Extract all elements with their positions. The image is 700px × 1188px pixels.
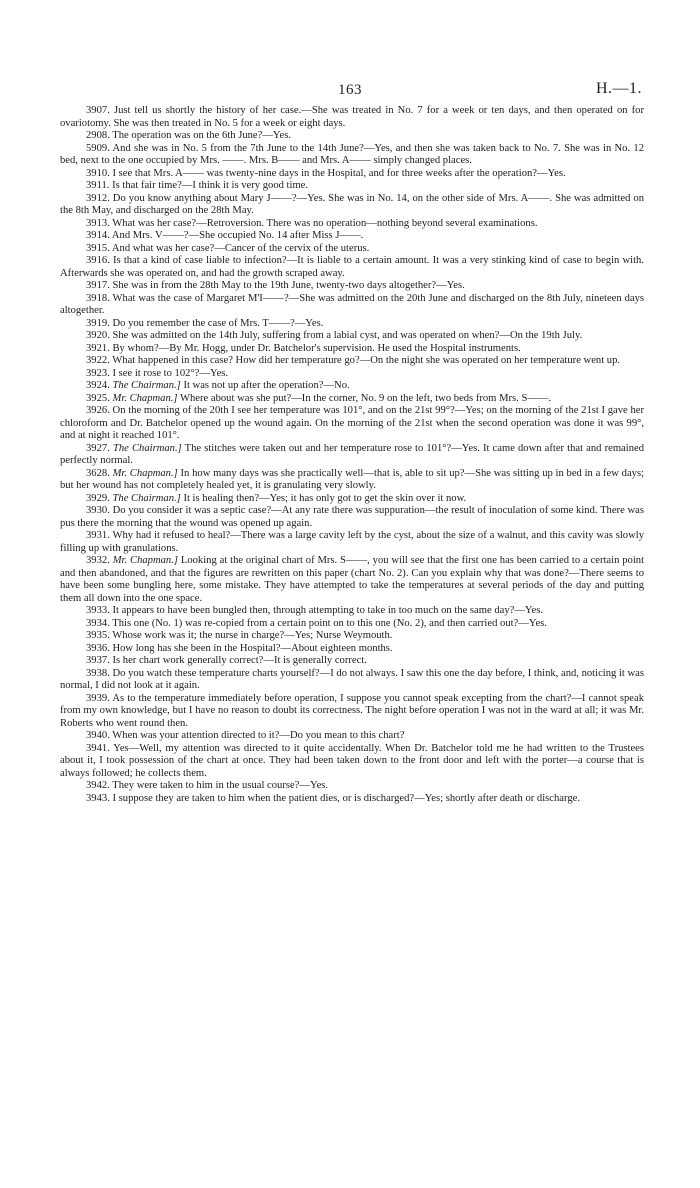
testimony-paragraph	[60, 643, 644, 656]
paragraph-text: It was not up after the operation?—No.	[183, 380, 350, 391]
paragraph-text: 3936. How long has she been in the Hospital?—About eighteen months.	[86, 642, 393, 654]
paragraph-text: 3938. Do you watch these temperature charts yourself?—I do not always. I saw this one the day before, I think, and, noticing it was normal, I did not look at it again.	[60, 667, 644, 691]
testimony-paragraph	[60, 443, 644, 468]
question-number: 3932.	[86, 555, 110, 566]
testimony-paragraph	[60, 218, 644, 231]
testimony-paragraph	[60, 368, 644, 381]
testimony-paragraph	[60, 693, 644, 731]
paragraph-text: In how many days was she practically well—that is, able to sit up?—She was sitting up in bed in a few days; but her wound has not completely healed yet, it is granulating very slowly.	[60, 467, 645, 491]
testimony-paragraph	[60, 380, 644, 393]
testimony-paragraph	[60, 280, 644, 293]
paragraph-text: 3915. And what was her case?—Cancer of the cervix of the uterus.	[86, 242, 370, 254]
document-reference: H.—1.	[595, 80, 642, 97]
paragraph-text: 3937. Is her chart work generally correct?—It is generally correct.	[86, 655, 367, 666]
speaker-label: Mr. Chapman.]	[112, 392, 178, 404]
testimony-paragraph	[60, 193, 644, 218]
paragraph-text: 3926. On the morning of the 20th I see her temperature was 101°, and on the 21st 99°?—Yes; on the morning of the 21st I gave her chloroform and Dr. Batchelor opened up the wound again. On the morning of the 21st when the second operation was done it was 99°, and at night it reached 101°.	[60, 405, 644, 441]
testimony-paragraph	[60, 668, 644, 693]
testimony-paragraph	[60, 168, 644, 181]
testimony-paragraph	[60, 293, 644, 318]
testimony-body	[60, 105, 644, 805]
paragraph-text: 3916. Is that a kind of case liable to infection?—It is liable to a certain amount. It was a very stinking kind of case to begin with. Afterwards she was operated on, and had the growth scraped away.	[60, 255, 644, 279]
testimony-paragraph	[60, 780, 644, 793]
testimony-paragraph	[60, 743, 644, 781]
speaker-label: The Chairman.]	[112, 380, 181, 391]
paragraph-text: 3920. She was admitted on the 14th July, suffering from a labial cyst, and was operated on when?—On the 19th July.	[86, 330, 583, 341]
paragraph-text: 3931. Why had it refused to heal?—There was a large cavity left by the cyst, about the size of a walnut, and this cavity was slowly filling up with granulations.	[60, 530, 644, 554]
paragraph-text: 3918. What was the case of Margaret M'I——?—She was admitted on the 20th June and discharged on the 8th July, nineteen days altogether.	[60, 292, 644, 316]
testimony-paragraph	[60, 493, 644, 506]
testimony-paragraph	[60, 530, 644, 555]
speaker-label: The Chairman.]	[112, 442, 182, 454]
question-number: 3628.	[86, 467, 110, 479]
question-number: 3925.	[86, 392, 110, 404]
testimony-paragraph	[60, 318, 644, 331]
testimony-paragraph	[60, 655, 644, 668]
paragraph-text: 3913. What was her case?—Retroversion. There was no operation—nothing beyond several examinations.	[86, 217, 538, 229]
testimony-paragraph	[60, 105, 644, 130]
speaker-label: Mr. Chapman.]	[112, 467, 178, 479]
paragraph-text: 3933. It appears to have been bungled then, through attempting to take in too much on the same day?—Yes.	[86, 605, 543, 616]
paragraph-text: 3922. What happened in this case? How did her temperature go?—On the night she was operated on her temperature went up.	[86, 355, 621, 366]
paragraph-text: 3910. I see that Mrs. A—— was twenty-nine days in the Hospital, and for three weeks after the operation?—Yes.	[86, 167, 566, 179]
testimony-paragraph	[60, 255, 644, 280]
paragraph-text: 3917. She was in from the 28th May to the 19th June, twenty-two days altogether?—Yes.	[86, 280, 465, 291]
paragraph-text: 3912. Do you know anything about Mary J——?—Yes. She was in No. 14, on the other side of Mrs. A——. She was admitted on the 8th May, and discharged on the 28th May.	[60, 192, 644, 216]
testimony-paragraph	[60, 180, 644, 193]
testimony-paragraph	[60, 630, 644, 643]
paragraph-text: 3943. I suppose they are taken to him when the patient dies, or is discharged?—Yes; shortly after death or discharge.	[86, 792, 580, 804]
paragraph-text: 3930. Do you consider it was a septic case?—At any rate there was suppuration—the result of inoculation of some kind. There was pus there the morning that the wound was opened up again.	[60, 505, 644, 529]
testimony-paragraph	[60, 130, 644, 143]
paragraph-text: 3923. I see it rose to 102°?—Yes.	[86, 367, 229, 379]
paragraph-text: 3939. As to the temperature immediately before operation, I suppose you cannot speak excepting from the chart?—I cannot speak from my own knowledge, but I have no reason to doubt its correctness. The night before operation I was not in the ward at all; it was Mr. Roberts who went round then.	[60, 692, 644, 729]
paragraph-text: 2908. The operation was on the 6th June?—Yes.	[86, 130, 291, 141]
paragraph-text: 3907. Just tell us shortly the history of her case.—She was treated in No. 7 for a week or ten days, and then operated on for ovariotomy. She was then treated in No. 5 for a week or eight days.	[60, 105, 644, 129]
question-number: 3929.	[86, 492, 110, 504]
testimony-paragraph	[60, 730, 644, 743]
paragraph-text: 3921. By whom?—By Mr. Hogg, under Dr. Batchelor's supervision. He used the Hospital instruments.	[86, 342, 521, 354]
testimony-paragraph	[60, 230, 644, 243]
testimony-paragraph	[60, 793, 644, 806]
paragraph-text: 3935. Whose work was it; the nurse in charge?—Yes; Nurse Weymouth.	[86, 630, 393, 641]
testimony-paragraph	[60, 618, 644, 631]
page-number: 163	[338, 82, 362, 98]
paragraph-text: It is healing then?—Yes; it has only got to get the skin over it now.	[183, 492, 467, 504]
paragraph-text: The stitches were taken out and her temperature rose to 101°?—Yes. It came down after that and remained perfectly normal.	[60, 442, 644, 466]
testimony-paragraph	[60, 405, 644, 443]
question-number: 3927.	[86, 442, 110, 454]
testimony-paragraph	[60, 343, 644, 356]
paragraph-text: 3914. And Mrs. V——?—She occupied No. 14 after Miss J——.	[86, 230, 364, 241]
paragraph-text: Where about was she put?—In the corner, No. 9 on the left, two beds from Mrs. S——.	[180, 392, 552, 404]
testimony-paragraph	[60, 243, 644, 256]
paragraph-text: 3911. Is that fair time?—I think it is very good time.	[86, 180, 309, 191]
question-number: 3924.	[86, 380, 110, 391]
paragraph-text: 3941. Yes—Well, my attention was directed to it quite accidentally. When Dr. Batchelor told me he had written to the Trustees about it, I took possession of the chart at once. They had been taken down to the front door and left with the porter—a course that is always followed; he collects them.	[60, 742, 644, 779]
testimony-paragraph	[60, 393, 644, 406]
testimony-paragraph	[60, 468, 644, 493]
paragraph-text: 5909. And she was in No. 5 from the 7th June to the 14th June?—Yes, and then she was taken back to No. 7. She was in No. 12 bed, next to the one occupied by Mrs. ——. Mrs. B—— and Mrs. A—— simply changed places.	[60, 142, 644, 166]
testimony-paragraph	[60, 143, 644, 168]
paragraph-text: 3942. They were taken to him in the usual course?—Yes.	[86, 780, 329, 791]
paragraph-text: 3934. This one (No. 1) was re-copied from a certain point on to this one (No. 2), and then carried out?—Yes.	[86, 617, 547, 629]
speaker-label: Mr. Chapman.]	[112, 555, 178, 566]
testimony-paragraph	[60, 355, 644, 368]
paragraph-text: 3919. Do you remember the case of Mrs. T——?—Yes.	[86, 317, 324, 329]
testimony-paragraph	[60, 555, 644, 605]
testimony-paragraph	[60, 605, 644, 618]
testimony-paragraph	[60, 330, 644, 343]
testimony-paragraph	[60, 505, 644, 530]
speaker-label: The Chairman.]	[112, 492, 181, 504]
paragraph-text: Looking at the original chart of Mrs. S——, you will see that the first one has been carried to a certain point and then abandoned, and that the figures are rewritten on this paper (chart No. 2). Can you explain why that was done?—There seems to have been some bungling here, some mistake. They have attempted to take the temperatures at several periods of the day and putting them all down into the one space.	[60, 555, 645, 604]
paragraph-text: 3940. When was your attention directed to it?—Do you mean to this chart?	[86, 730, 405, 741]
